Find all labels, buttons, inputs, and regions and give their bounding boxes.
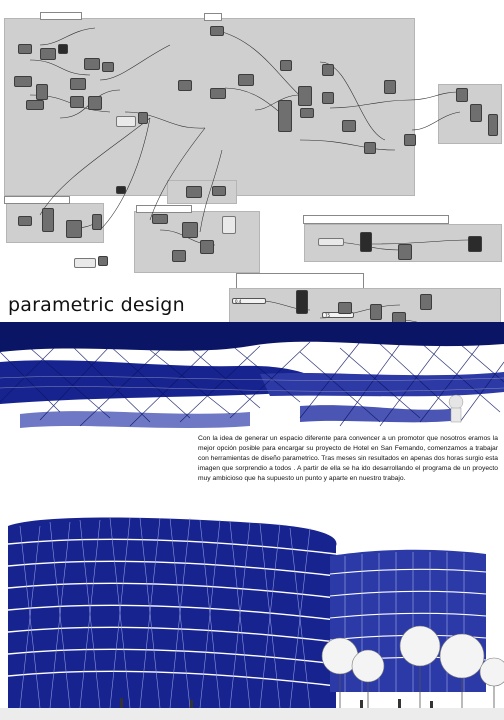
component-node-icon[interactable] xyxy=(398,244,412,260)
component-node-icon[interactable] xyxy=(182,222,198,238)
component-node-icon[interactable] xyxy=(212,186,226,196)
component-node-icon[interactable] xyxy=(296,290,308,314)
component-node-icon[interactable] xyxy=(364,142,376,154)
canopy-band xyxy=(260,372,504,396)
component-node-icon[interactable] xyxy=(338,302,352,314)
component-node-icon[interactable] xyxy=(138,112,148,124)
wire xyxy=(30,60,90,75)
wire xyxy=(412,112,460,130)
component-node-icon[interactable] xyxy=(186,186,202,198)
component-node-icon[interactable] xyxy=(92,214,102,230)
component-node-icon[interactable] xyxy=(18,216,32,226)
component-node-icon[interactable] xyxy=(102,62,114,72)
person-figure xyxy=(451,408,461,422)
component-node-icon[interactable] xyxy=(36,84,48,100)
component-node-icon[interactable] xyxy=(66,220,82,238)
poster-title: parametric design xyxy=(8,294,185,316)
component-node-icon[interactable] xyxy=(298,86,312,106)
component-node-icon[interactable] xyxy=(488,114,498,136)
component-node-icon[interactable] xyxy=(322,64,334,76)
building-main-volume xyxy=(8,518,336,709)
component-node-icon[interactable] xyxy=(58,44,68,54)
component-node-icon[interactable] xyxy=(70,78,86,90)
component-node-icon[interactable] xyxy=(404,134,416,146)
component-node-icon[interactable] xyxy=(384,80,396,94)
wire xyxy=(300,140,395,150)
component-node-icon[interactable] xyxy=(116,186,126,194)
project-description: Con la idea de generar un espacio diferente para convencer a un promotor que nosotros eramos la mejor opción posible para encargar su proyecto de Hotel en San Fernando, comenzamos a trabajar con herramientas de diseño parametrico. Tras meses sin resultados en apenas dos horas surgio esta imagen que sorprendio a todos . A partir de ella se ha ido desarrollando el programa de un proyecto muy ambicioso que ha supuesto un punto y aparte en nuestro trabajo. xyxy=(198,435,498,482)
component-node-icon[interactable] xyxy=(14,76,32,87)
wire xyxy=(372,240,468,244)
component-node-icon[interactable] xyxy=(322,92,334,104)
component-node-icon[interactable] xyxy=(172,250,186,262)
person-figure xyxy=(449,395,463,409)
number-slider-2[interactable]: 75 xyxy=(322,312,354,318)
component-node-icon[interactable] xyxy=(278,100,292,132)
canopy-band xyxy=(20,411,250,428)
component-node-icon[interactable] xyxy=(300,108,314,118)
wire xyxy=(410,92,458,100)
ground xyxy=(0,708,504,720)
component-node-icon[interactable] xyxy=(40,48,56,60)
panel-icon[interactable] xyxy=(116,116,136,127)
component-node-icon[interactable] xyxy=(42,208,54,232)
component-node-icon[interactable] xyxy=(70,96,84,108)
hotel-building-render xyxy=(0,496,504,720)
component-node-icon[interactable] xyxy=(200,240,214,254)
wire xyxy=(330,100,410,108)
component-node-icon[interactable] xyxy=(468,236,482,252)
wire xyxy=(150,128,205,220)
component-node-icon[interactable] xyxy=(210,88,226,99)
wire-layer xyxy=(0,0,504,330)
aerial-structure-render xyxy=(0,322,504,434)
definition-canvas xyxy=(0,0,504,330)
number-slider-icon[interactable] xyxy=(318,238,344,246)
number-slider-1[interactable]: 0.4 xyxy=(232,298,266,304)
component-node-icon[interactable] xyxy=(18,44,32,54)
component-node-icon[interactable] xyxy=(420,294,432,310)
wire xyxy=(100,118,150,230)
component-node-icon[interactable] xyxy=(98,256,108,266)
component-node-icon[interactable] xyxy=(210,26,224,36)
component-node-icon[interactable] xyxy=(456,88,468,102)
component-node-icon[interactable] xyxy=(178,80,192,91)
component-node-icon[interactable] xyxy=(152,214,168,224)
component-node-icon[interactable] xyxy=(370,304,382,320)
wire xyxy=(40,118,150,215)
component-node-icon[interactable] xyxy=(84,58,100,70)
component-node-icon[interactable] xyxy=(360,232,372,252)
component-node-icon[interactable] xyxy=(88,96,102,110)
panel-icon[interactable] xyxy=(222,216,236,234)
component-node-icon[interactable] xyxy=(280,60,292,71)
component-node-icon[interactable] xyxy=(342,120,356,132)
panel-icon[interactable] xyxy=(74,258,96,268)
wire xyxy=(40,28,95,45)
wire xyxy=(125,112,205,128)
component-node-icon[interactable] xyxy=(26,100,44,110)
component-node-icon[interactable] xyxy=(470,104,482,122)
component-node-icon[interactable] xyxy=(238,74,254,86)
